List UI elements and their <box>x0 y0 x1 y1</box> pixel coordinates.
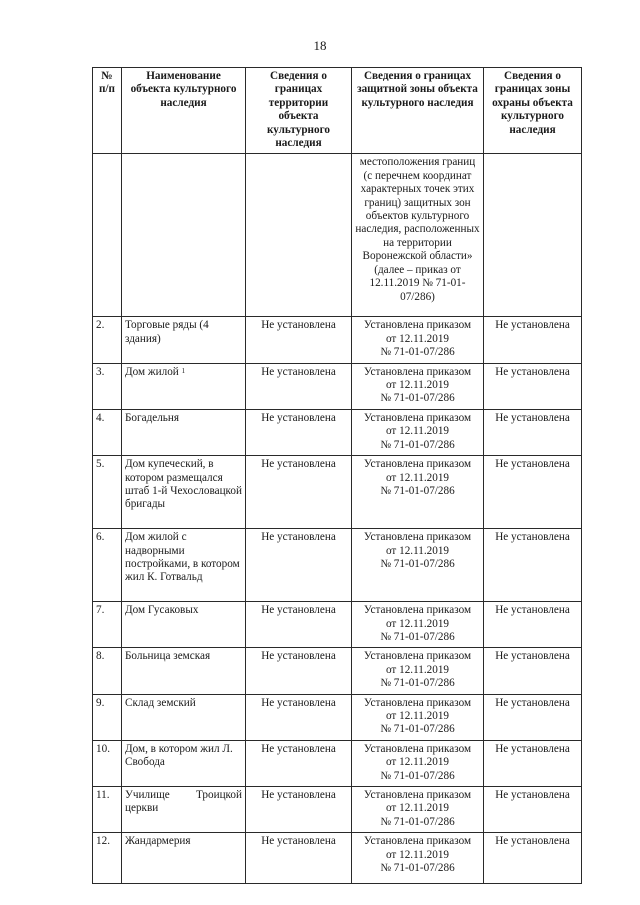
page-number: 18 <box>313 38 327 53</box>
table-row <box>93 740 582 786</box>
protective-zone-status <box>352 602 484 648</box>
row-number: 8. <box>93 648 122 694</box>
territory-status: Не установлена <box>246 529 352 602</box>
territory-status: Не установлена <box>246 409 352 455</box>
object-name: Дом жилой <box>125 365 179 378</box>
order-reference-line: Установлена приказом <box>363 696 472 709</box>
protective-zone-status <box>352 529 484 602</box>
order-reference-line: Установлена приказом <box>363 835 472 848</box>
row-number: 9. <box>93 694 122 740</box>
order-reference-line: Установлена приказом <box>363 365 472 378</box>
header-territory-boundaries: Сведения о границах территории объекта культурного наследия <box>246 68 352 154</box>
order-reference-line: Установлена приказом <box>363 319 472 332</box>
table-row <box>93 456 582 529</box>
protective-zone-status <box>352 740 484 786</box>
object-name: Дом Гусаковых <box>125 604 199 617</box>
protection-zone-status: Не установлена <box>484 740 582 786</box>
protective-zone-status <box>352 694 484 740</box>
protection-zone-status: Не установлена <box>484 833 582 884</box>
row-number: 3. <box>93 363 122 409</box>
footnote-marker: 1 <box>181 366 186 375</box>
object-name: Склад земский <box>125 696 196 709</box>
protection-zone-status: Не установлена <box>484 363 582 409</box>
table-row <box>93 694 582 740</box>
protective-zone-status <box>352 317 484 363</box>
object-name-cell <box>122 694 246 740</box>
object-name: Дом купеческий, в котором размещался штаб 1-й Чехословацкой бригады <box>125 458 243 511</box>
order-reference-line: № 71-01-07/286 <box>380 815 455 828</box>
order-reference-line: № 71-01-07/286 <box>380 392 455 405</box>
object-name-cell <box>122 363 246 409</box>
row-number: 6. <box>93 529 122 602</box>
table-row <box>93 648 582 694</box>
object-name: Жандармерия <box>125 835 191 848</box>
territory-status: Не установлена <box>246 648 352 694</box>
table-row <box>93 602 582 648</box>
order-reference-line: Установлена приказом <box>363 458 472 471</box>
protective-zone-status <box>352 456 484 529</box>
row-number: 11. <box>93 786 122 832</box>
object-name-cell <box>122 317 246 363</box>
territory-status: Не установлена <box>246 363 352 409</box>
order-reference-line: № 71-01-07/286 <box>380 723 455 736</box>
object-name-cell <box>122 456 246 529</box>
object-name-cell <box>122 833 246 884</box>
object-name: Училище Троицкой церкви <box>125 788 242 815</box>
heritage-objects-table <box>92 67 582 884</box>
protection-zone-status: Не установлена <box>484 529 582 602</box>
order-reference-line: от 12.11.2019 <box>385 709 450 722</box>
protective-zone-status <box>352 786 484 832</box>
continuation-text: местоположения границ (с перечнем координат характерных точек этих границ) защитных зон объектов культурного наследия, расположенных на территории Воронежской области» (далее – приказ от 12.11.2019 № 71-01-07/286) <box>352 154 484 317</box>
order-reference-line: № 71-01-07/286 <box>380 769 455 782</box>
object-name: Дом жилой с надворными постройками, в котором жил К. Готвальд <box>125 531 240 584</box>
order-reference-line: от 12.11.2019 <box>385 848 450 861</box>
territory-status: Не установлена <box>246 694 352 740</box>
order-reference-line: Установлена приказом <box>363 531 472 544</box>
protective-zone-status <box>352 409 484 455</box>
order-reference-line: № 71-01-07/286 <box>380 438 455 451</box>
table-row <box>93 317 582 363</box>
protection-zone-status: Не установлена <box>484 786 582 832</box>
row-number: 4. <box>93 409 122 455</box>
object-name: Дом, в котором жил Л. Свобода <box>125 742 233 769</box>
protection-zone-status: Не установлена <box>484 409 582 455</box>
order-reference-line: Установлена приказом <box>363 604 472 617</box>
order-reference-line: № 71-01-07/286 <box>380 484 455 497</box>
protective-zone-status <box>352 648 484 694</box>
territory-status: Не установлена <box>246 786 352 832</box>
order-reference-line: от 12.11.2019 <box>385 544 450 557</box>
order-reference-line: Установлена приказом <box>363 650 472 663</box>
order-reference-line: № 71-01-07/286 <box>380 630 455 643</box>
table-header-row <box>93 68 582 154</box>
object-name-cell <box>122 740 246 786</box>
object-name-cell <box>122 786 246 832</box>
header-protective-zone: Сведения о границах защитной зоны объекта культурного наследия <box>352 68 484 154</box>
protection-zone-status: Не установлена <box>484 694 582 740</box>
row-number: 12. <box>93 833 122 884</box>
object-name-cell <box>122 602 246 648</box>
territory-status: Не установлена <box>246 740 352 786</box>
order-reference-line: № 71-01-07/286 <box>380 862 455 874</box>
object-name-cell <box>122 409 246 455</box>
protection-zone-status: Не установлена <box>484 648 582 694</box>
table-row-continuation <box>93 154 582 317</box>
order-reference-line: № 71-01-07/286 <box>380 677 455 690</box>
order-reference-line: Установлена приказом <box>363 411 472 424</box>
order-reference-line: от 12.11.2019 <box>385 663 450 676</box>
object-name-cell <box>122 529 246 602</box>
header-object-name: Наименование объекта культурного наследия <box>122 68 246 154</box>
table-row <box>93 833 582 884</box>
table-row <box>93 529 582 602</box>
object-name: Богадельня <box>125 411 180 424</box>
order-reference-line: от 12.11.2019 <box>385 802 450 815</box>
object-name: Торговые ряды (4 здания) <box>125 319 209 345</box>
row-number: 5. <box>93 456 122 529</box>
territory-status: Не установлена <box>246 602 352 648</box>
order-reference-line: Установлена приказом <box>363 788 472 801</box>
protection-zone-status: Не установлена <box>484 456 582 529</box>
table-row <box>93 409 582 455</box>
territory-status: Не установлена <box>246 833 352 884</box>
order-reference-line: от 12.11.2019 <box>385 617 450 630</box>
row-number: 2. <box>93 317 122 363</box>
protective-zone-status <box>352 833 484 884</box>
order-reference-line: от 12.11.2019 <box>385 756 450 769</box>
order-reference-line: Установлена приказом <box>363 742 472 755</box>
order-reference-line: № 71-01-07/286 <box>380 557 455 570</box>
row-number: 7. <box>93 602 122 648</box>
header-protection-zone: Сведения о границах зоны охраны объекта культурного наследия <box>484 68 582 154</box>
object-name-cell <box>122 648 246 694</box>
protection-zone-status: Не установлена <box>484 317 582 363</box>
order-reference-line: от 12.11.2019 <box>385 379 450 392</box>
order-reference-line: № 71-01-07/286 <box>380 346 455 359</box>
order-reference-line: от 12.11.2019 <box>385 471 450 484</box>
table-row <box>93 786 582 832</box>
row-number: 10. <box>93 740 122 786</box>
territory-status: Не установлена <box>246 456 352 529</box>
object-name: Больница земская <box>125 650 211 663</box>
order-reference-line: от 12.11.2019 <box>385 425 450 438</box>
protective-zone-status <box>352 363 484 409</box>
header-number: № п/п <box>93 68 122 154</box>
protection-zone-status: Не установлена <box>484 602 582 648</box>
table-row <box>93 363 582 409</box>
territory-status: Не установлена <box>246 317 352 363</box>
order-reference-line: от 12.11.2019 <box>385 332 450 345</box>
